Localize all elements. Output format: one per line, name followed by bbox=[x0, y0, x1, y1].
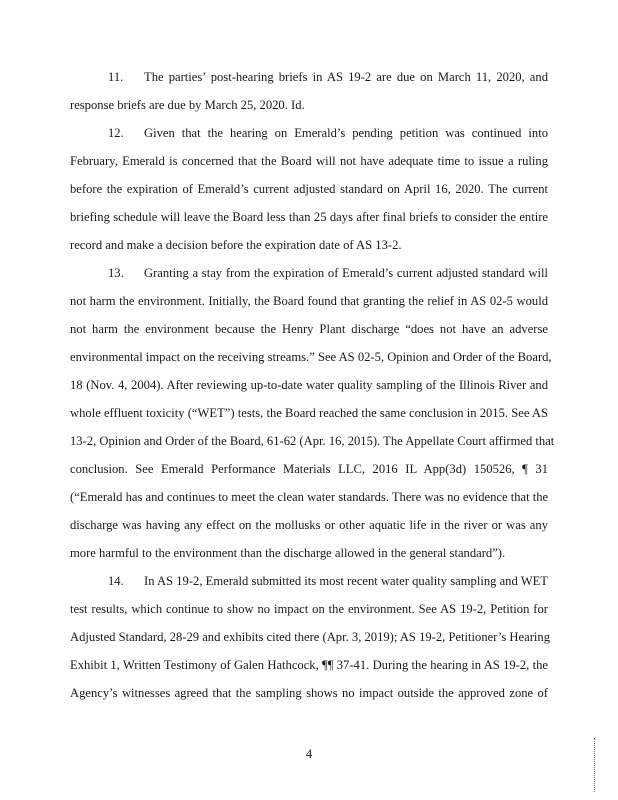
paragraph-12-line-1: 12. Given that the hearing on Emerald’s pending petition was continued into bbox=[70, 126, 548, 140]
paragraph-11-line-2: response briefs are due by March 25, 2020. Id. bbox=[70, 98, 305, 112]
paragraph-number: 12. bbox=[108, 126, 124, 140]
paragraph-13-line-9: (“Emerald has and continues to meet the clean water standards. There was no evidence that the bbox=[70, 490, 549, 504]
paragraph-13-line-3: not harm the environment because the Henry Plant discharge “does not have an adverse bbox=[70, 322, 548, 336]
paragraph-14-line-4: Exhibit 1, Written Testimony of Galen Hathcock, ¶¶ 37-41. During the hearing in AS 19-2, the bbox=[70, 658, 548, 672]
paragraph-13-line-7: 13-2, Opinion and Order of the Board, 61-62 (Apr. 16, 2015). The Appellate Court affirmed that bbox=[70, 434, 555, 448]
paragraph-12-line-2: February, Emerald is concerned that the Board will not have adequate time to issue a ruling bbox=[70, 154, 548, 168]
scan-edge-marks bbox=[594, 738, 597, 792]
paragraph-12-line-4: briefing schedule will leave the Board less than 25 days after final briefs to consider the entire bbox=[70, 210, 548, 224]
paragraph-14-line-1: 14. In AS 19-2, Emerald submitted its most recent water quality sampling and WET bbox=[70, 574, 548, 588]
paragraph-13-line-11: more harmful to the environment than the discharge allowed in the general standard”). bbox=[70, 546, 506, 560]
paragraph-14-line-2: test results, which continue to show no impact on the environment. See AS 19-2, Petition for bbox=[70, 602, 548, 616]
paragraph-13-line-1: 13. Granting a stay from the expiration of Emerald’s current adjusted standard will bbox=[70, 266, 548, 280]
paragraph-number: 13. bbox=[108, 266, 124, 280]
paragraph-number: 14. bbox=[108, 574, 124, 588]
paragraph-14-line-5: Agency’s witnesses agreed that the sampling shows no impact outside the approved zone of bbox=[70, 686, 548, 700]
paragraph-14-line-3: Adjusted Standard, 28-29 and exhibits cited there (Apr. 3, 2019); AS 19-2, Petitioner’s Hearing bbox=[70, 630, 550, 644]
paragraph-13-line-10: discharge was having any effect on the mollusks or other aquatic life in the river or was any bbox=[70, 518, 548, 532]
paragraph-13-line-5: 18 (Nov. 4, 2004). After reviewing up-to-date water quality sampling of the Illinois River and bbox=[70, 378, 548, 392]
paragraph-13-line-2: not harm the environment. Initially, the Board found that granting the relief in AS 02-5 would bbox=[70, 294, 548, 308]
paragraph-11-line-1: 11. The parties’ post-hearing briefs in AS 19-2 are due on March 11, 2020, and bbox=[70, 70, 548, 84]
paragraph-13-line-6: whole effluent toxicity (“WET”) tests, the Board reached the same conclusion in 2015. See AS bbox=[70, 406, 548, 420]
paragraph-13-line-8: conclusion. See Emerald Performance Materials LLC, 2016 IL App(3d) 150526, ¶ 31 bbox=[70, 462, 548, 476]
paragraph-12-line-5: record and make a decision before the expiration date of AS 13-2. bbox=[70, 238, 402, 252]
page-number: 4 bbox=[305, 747, 313, 761]
paragraph-13-line-4: environmental impact on the receiving streams.” See AS 02-5, Opinion and Order of the Board, bbox=[70, 350, 552, 364]
paragraph-number: 11. bbox=[108, 70, 124, 84]
paragraph-12-line-3: before the expiration of Emerald’s current adjusted standard on April 16, 2020. The current bbox=[70, 182, 548, 196]
